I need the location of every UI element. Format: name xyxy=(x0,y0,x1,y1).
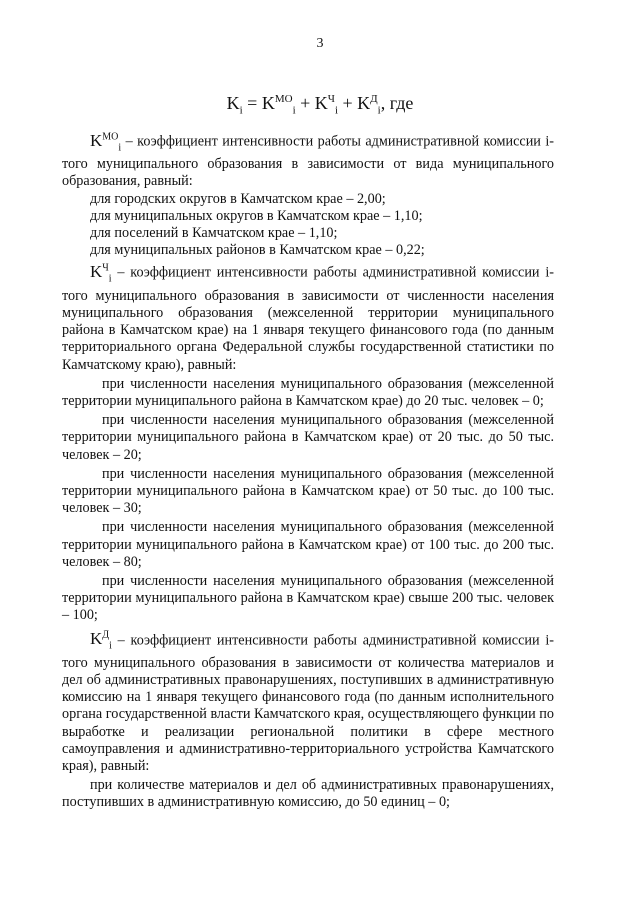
kmo-symbol-k: K xyxy=(90,130,103,150)
kch-definition xyxy=(62,259,554,373)
kd-item: при количестве материалов и дел об административных правонарушениях, поступивших в административную комиссию, до 50 единиц – 0; xyxy=(62,777,554,811)
kch-symbol-sub: i xyxy=(108,273,112,285)
document-body xyxy=(62,128,554,812)
kd-symbol-k: K xyxy=(90,629,103,649)
formula-plus1: + K xyxy=(295,93,328,113)
formula-d-sub: i xyxy=(377,104,381,117)
kch-item: при численности населения муниципального образования (межселенной территории муниципального района в Камчатском крае) до 20 тыс. человек – 0; xyxy=(62,375,554,409)
page-number: 3 xyxy=(316,36,324,51)
formula-tail: , где xyxy=(380,93,414,113)
kch-item: при численности населения муниципального образования (межселенной территории муниципального района в Камчатском крае) от 100 тыс. до 200 тыс. человек – 80; xyxy=(62,519,554,570)
kch-item: при численности населения муниципального образования (межселенной территории муниципального района в Камчатском крае) свыше 200 тыс. человек – 100; xyxy=(62,572,554,624)
formula-plus2: + K xyxy=(338,93,371,113)
kmo-symbol xyxy=(90,130,122,154)
kmo-item: для городских округов в Камчатском крае – 2,00; xyxy=(90,190,386,207)
kch-item: при численности населения муниципального образования (межселенной территории муниципального района в Камчатском крае) от 50 тыс. до 100 тыс. человек – 30; xyxy=(62,465,554,517)
kch-item: при численности населения муниципального образования (межселенной территории муниципального района в Камчатском крае) от 20 тыс. до 50 тыс. человек – 20; xyxy=(62,412,554,463)
kd-symbol-sup: Д xyxy=(102,629,110,641)
formula-d-sup: Д xyxy=(370,93,378,105)
kd-symbol xyxy=(90,629,112,652)
formula-k-sub: i xyxy=(239,104,243,117)
formula xyxy=(0,93,640,117)
formula-ch-sup: Ч xyxy=(327,93,335,105)
kmo-item: для поселений в Камчатском крае – 1,10; xyxy=(90,225,338,242)
formula-mo-sup: МО xyxy=(274,93,293,105)
kmo-symbol-sub: i xyxy=(118,142,122,154)
kch-symbol xyxy=(90,262,112,285)
formula-k: K xyxy=(226,93,240,113)
kmo-symbol-sup: МО xyxy=(102,131,119,142)
formula-eq: = K xyxy=(242,93,275,113)
kd-symbol-sub: i xyxy=(109,640,112,652)
formula-mo-sub: i xyxy=(292,104,296,117)
kd-definition xyxy=(62,627,554,776)
kmo-item: для муниципальных округов в Камчатском крае – 1,10; xyxy=(90,207,423,224)
kch-text: – коэффициент интенсивности работы административной комиссии i-того муниципального образования в зависимости от численности населения муниципального образования (межселенной территории муниципального района в Камчатском крае) на 1 января текущего финансового года (по данным территориального органа Федеральной службы государственной статистики по Камчатскому краю), равный: xyxy=(62,265,554,373)
kmo-definition xyxy=(62,128,554,191)
kmo-text: – коэффициент интенсивности работы административной комиссии i-того муниципального образования в зависимости от вида муниципального образования, равный: xyxy=(62,133,554,190)
kch-symbol-k: K xyxy=(90,262,103,282)
formula-ch-sub: i xyxy=(334,104,338,117)
kch-symbol-sup: Ч xyxy=(102,262,109,274)
kmo-item: для муниципальных районов в Камчатском крае – 0,22; xyxy=(90,242,425,259)
kd-text: – коэффициент интенсивности работы административной комиссии i-того муниципального образования в зависимости от количества материалов и дел об административных правонарушениях, поступивших в административную комиссию на 1 января текущего финансового года (по данным исполнительного органа государственной власти Камчатского края, осуществляющего функции по выработке и реализации региональной политики в сфере местного самоуправления и административно-территориального устройства Камчатского края), равный: xyxy=(62,632,554,775)
